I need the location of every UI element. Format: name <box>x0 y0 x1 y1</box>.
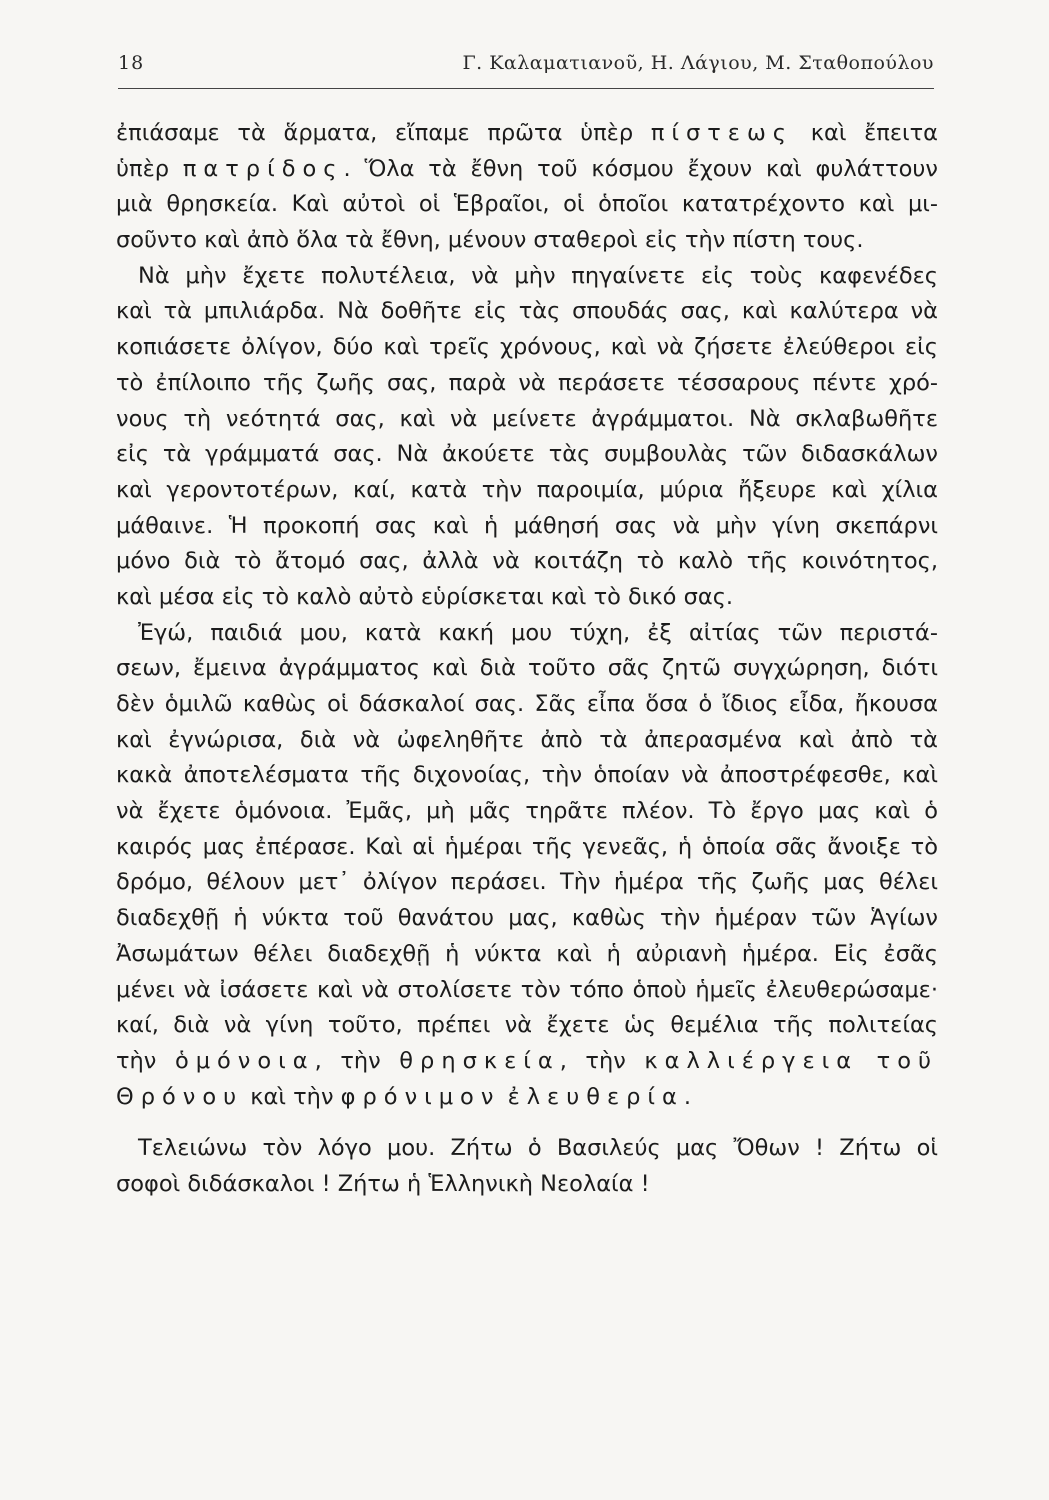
text-line <box>116 1044 938 1080</box>
text-run: νους τὴ νεότητά σας, καὶ νὰ μείνετε ἀγράμματοι. Νὰ σκλαβωθῆτε <box>116 405 938 432</box>
text-line <box>116 651 938 687</box>
text-run: . <box>683 1083 692 1110</box>
emphasized-word: καλλιέργεια <box>644 1047 859 1074</box>
text-run: καὶ μέσα εἰς τὸ καλὸ αὐτὸ εὑρίσκεται καὶ τὸ δικό σας. <box>116 583 734 610</box>
text-run: Τελειώνω τὸν λόγο μου. Ζήτω ὁ Βασιλεύς μας Ὄθων ! Ζήτω οἱ <box>138 1135 938 1162</box>
text-run: μένει νὰ ἰσάσετε καὶ νὰ στολίσετε τὸν τόπο ὁποὺ ἡμεῖς ἐλευθερώσαμε· <box>116 976 938 1003</box>
text-run: μάθαινε. Ἡ προκοπή σας καὶ ἡ μάθησή σας νὰ μὴν γίνη σκεπάρνι <box>116 512 938 539</box>
text-line <box>116 1008 938 1044</box>
emphasized-word: θρησκεία <box>399 1047 560 1074</box>
text-line <box>116 687 938 723</box>
text-run: τὸ ἐπίλοιπο τῆς ζωῆς σας, παρὰ νὰ περάσετε τέσσαρους πέντε χρό- <box>116 369 938 396</box>
text-line <box>116 580 938 616</box>
text-run: μόνο διὰ τὸ ἄτομό σας, ἀλλὰ νὰ κοιτάζη τὸ καλὸ τῆς κοινότητος, <box>116 548 938 575</box>
text-run: καὶ γεροντοτέρων, καί, κατὰ τὴν παροιμία, μύρια ἤξευρε καὶ χίλια <box>116 476 938 503</box>
text-run: δρόμο, θέλουν μετ᾽ ὀλίγον περάσει. Τὴν ἡμέρα τῆς ζωῆς μας θέλει <box>116 869 938 896</box>
text-run: κακὰ ἀποτελέσματα τῆς διχονοίας, τὴν ὁποίαν νὰ ἀποστρέφεσθε, καὶ <box>116 762 938 789</box>
text-run: δὲν ὁμιλῶ καθὼς οἱ δάσκαλοί σας. Σᾶς εἶπα ὅσα ὁ ἴδιος εἶδα, ἤκουσα <box>116 691 938 717</box>
text-run: διαδεχθῇ ἡ νύκτα τοῦ θανάτου μας, καθὼς τὴν ἡμέραν τῶν Ἁγίων <box>116 905 938 932</box>
text-line <box>116 509 938 545</box>
text-run: μιὰ θρησκεία. Καὶ αὐτοὶ οἱ Ἑβραῖοι, οἱ ὁποῖοι κατατρέχοντο καὶ μι- <box>116 191 938 218</box>
text-line <box>116 223 938 259</box>
emphasized-word: πατρίδος <box>182 155 344 182</box>
text-run: κοπιάσετε ὀλίγον, δύο καὶ τρεῖς χρόνους, καὶ νὰ ζήσετε ἐλεύθεροι εἰς <box>116 334 938 361</box>
paragraph-gap <box>116 1115 938 1131</box>
text-run: καὶ τὰ μπιλιάρδα. Νὰ δοθῆτε εἰς τὰς σπουδάς σας, καὶ καλύτερα νὰ <box>116 298 938 325</box>
text-line <box>116 330 938 366</box>
text-line <box>116 901 938 937</box>
text-run: νὰ ἔχετε ὁμόνοια. Ἐμᾶς, μὴ μᾶς τηρᾶτε πλέον. Τὸ ἔργο μας καὶ ὁ <box>116 798 938 825</box>
emphasized-word: ὁμόνοια <box>174 1047 315 1074</box>
emphasized-word: Θρόνου <box>116 1083 244 1110</box>
text-run <box>500 1084 507 1110</box>
text-line <box>116 1080 938 1116</box>
text-line <box>116 758 938 794</box>
body-text <box>116 116 938 1203</box>
text-line <box>116 1167 938 1203</box>
text-line <box>116 259 938 295</box>
text-line <box>116 794 938 830</box>
text-line <box>116 1131 938 1167</box>
text-line <box>116 616 938 652</box>
emphasized-word: τοῦ <box>876 1047 938 1074</box>
text-run: , τὴν <box>559 1047 645 1074</box>
header-authors: Γ. Καλαματιανοῦ, Η. Λάγιου, Μ. Σταθοπούλου <box>462 52 934 74</box>
text-run <box>858 1048 877 1074</box>
text-run: , τὴν <box>314 1047 400 1074</box>
text-run: σοῦντο καὶ ἀπὸ ὅλα τὰ ἔθνη, μένουν σταθεροὶ εἰς τὴν πίστη τους. <box>116 227 864 254</box>
header-rule <box>118 88 934 89</box>
text-run: Νὰ μὴν ἔχετε πολυτέλεια, νὰ μὴν πηγαίνετε εἰς τοὺς καφενέδες <box>138 262 938 289</box>
text-run: καὶ τὴν <box>243 1083 341 1110</box>
text-run: σεων, ἔμεινα ἀγράμματος καὶ διὰ τοῦτο σᾶς ζητῶ συγχώρηση, διότι <box>116 655 938 682</box>
emphasized-word: φρόνιμον <box>340 1083 501 1110</box>
text-run: καιρός μας ἐπέρασε. Καὶ αἱ ἡμέραι τῆς γενεᾶς, ἡ ὁποία σᾶς ἄνοιξε τὸ <box>116 833 938 860</box>
running-head <box>118 50 934 84</box>
text-run: καὶ ἐγνώρισα, διὰ νὰ ὠφεληθῆτε ἀπὸ τὰ ἀπερασμένα καὶ ἀπὸ τὰ <box>116 726 938 753</box>
text-line <box>116 544 938 580</box>
text-run: τὴν <box>116 1047 175 1074</box>
text-run: σοφοὶ διδάσκαλοι ! Ζήτω ἡ Ἑλληνικὴ Νεολαία ! <box>116 1170 650 1197</box>
text-line <box>116 294 938 330</box>
text-run: . Ὅλα τὰ ἔθνη τοῦ κόσμου ἔχουν καὶ φυλάττουν <box>343 155 938 182</box>
text-run: ὑπὲρ <box>116 155 183 182</box>
emphasized-word: ἐλευθερία <box>507 1083 684 1110</box>
text-line <box>116 402 938 438</box>
text-line <box>116 473 938 509</box>
text-line <box>116 830 938 866</box>
text-run: καὶ ἔπειτα <box>793 120 938 146</box>
page-number: 18 <box>118 52 145 74</box>
text-run: ἐπιάσαμε τὰ ἅρματα, εἴπαμε πρῶτα ὑπὲρ <box>116 120 651 146</box>
text-run: Ἀσωμάτων θέλει διαδεχθῇ ἡ νύκτα καὶ ἡ αὐριανὴ ἡμέρα. Εἰς ἐσᾶς <box>116 940 938 967</box>
text-run: εἰς τὰ γράμματά σας. Νὰ ἀκούετε τὰς συμβουλὰς τῶν διδασκάλων <box>116 441 938 468</box>
text-line <box>116 187 938 223</box>
text-line <box>116 937 938 973</box>
text-line <box>116 366 938 402</box>
text-line <box>116 437 938 473</box>
text-run: Ἐγώ, παιδιά μου, κατὰ κακή μου τύχη, ἐξ αἰτίας τῶν περιστά- <box>138 619 938 646</box>
text-line <box>116 116 938 152</box>
text-line <box>116 973 938 1009</box>
text-run: καί, διὰ νὰ γίνη τοῦτο, πρέπει νὰ ἔχετε ὡς θεμέλια τῆς πολιτείας <box>116 1012 938 1039</box>
emphasized-word: πίστεως <box>650 120 794 146</box>
text-line <box>116 152 938 188</box>
text-line <box>116 865 938 901</box>
text-line <box>116 723 938 759</box>
